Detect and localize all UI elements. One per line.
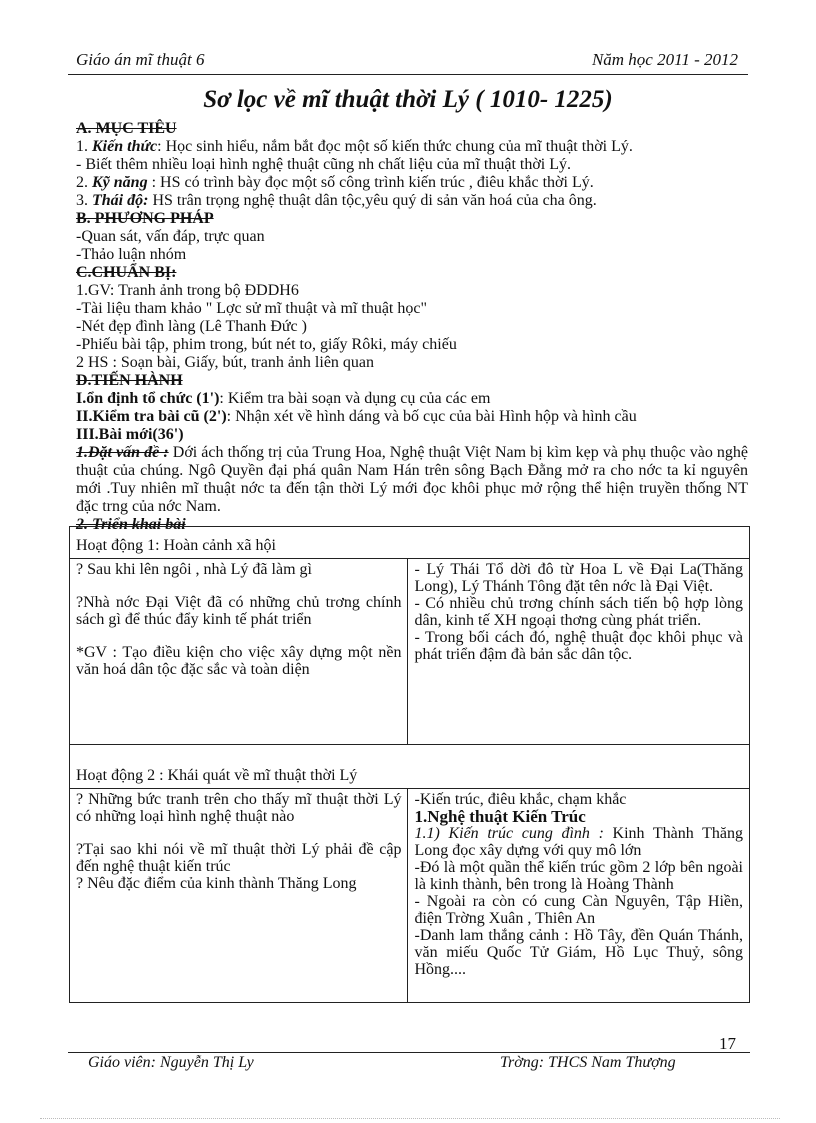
method-1: -Quan sát, vấn đáp, trực quan	[76, 228, 265, 245]
prep-2: -Tài liệu tham khảo " Lợc sử mĩ thuật và mĩ thuật học"	[76, 300, 427, 317]
section-c-heading: C.CHUẨN BỊ:	[76, 264, 177, 281]
header-rule	[68, 74, 748, 75]
step-deploy: 2. Triển khai bài	[76, 516, 186, 533]
footer-teacher: Giáo viên: Nguyễn Thị Ly	[88, 1054, 254, 1071]
prep-3: -Nét đẹp đình làng (Lê Thanh Đức )	[76, 318, 307, 335]
header-subject: Giáo án mĩ thuật 6	[76, 50, 205, 69]
header-school-year: Năm học 2011 - 2012	[591, 50, 738, 69]
bottom-dotted-line	[40, 1118, 780, 1119]
activity-1-title: Hoạt động 1: Hoàn cảnh xã hội	[70, 527, 750, 559]
objective-knowledge: 1. Kiến thức: Học sinh hiểu, nắm bắt đọc một số kiến thức chung của mĩ thuật thời Lý.	[76, 138, 633, 155]
objective-attitude: 3. Thái độ: HS trân trọng nghệ thuật dân tộc,yêu quý di sản văn hoá của cha ông.	[76, 192, 597, 209]
page-number: 17	[719, 1034, 736, 1053]
prep-4: -Phiếu bài tập, phim trong, bút nét to, giấy Rôki, máy chiếu	[76, 336, 457, 353]
activity-1-questions: ? Sau khi lên ngôi , nhà Lý đã làm gì ?Nhà nớc Đại Việt đã có những chủ trơng chính sách gì để thúc đẩy kinh tế phát triển *GV : Tạo điều kiện cho việc xây dựng một nền văn hoá dân tộc đặc sắc và toàn diện	[70, 559, 408, 745]
footer-rule	[68, 1052, 750, 1053]
method-2: -Thảo luận nhóm	[76, 246, 187, 263]
objective-knowledge-extra: - Biết thêm nhiều loại hình nghệ thuật cũng nh chất liệu của mĩ thuật thời Lý.	[76, 156, 572, 173]
step-1: I.ổn định tổ chức (1'): Kiểm tra bài soạn và dụng cụ của các em	[76, 390, 491, 407]
lesson-title: Sơ lọc về mĩ thuật thời Lý ( 1010- 1225)	[203, 86, 613, 113]
activity-2-questions: ? Những bức tranh trên cho thấy mĩ thuật thời Lý có những loại hình nghệ thuật nào ?Tại sao khi nói về mĩ thuật thời Lý phải đề cập đến nghệ thuật kiến trúc ? Nêu đặc điểm của kinh thành Thăng Long	[70, 789, 408, 1003]
lesson-table	[69, 526, 750, 1003]
activity-1-answers: - Lý Thái Tổ dời đô từ Hoa L về Đại La(Thăng Long), Lý Thánh Tông đặt tên nớc là Đại Việt. - Có nhiều chủ trơng chính sách tiến bộ hợp lòng dân, kinh tế XH ngoại thơng cùng phát triển. - Trong bối cách đó, nghệ thuật đọc khôi phục và phát triển đậm đà bản sắc dân tộc.	[408, 559, 750, 745]
objective-skill: 2. Kỹ năng : HS có trình bày đọc một số công trình kiến trúc , điêu khắc thời Lý.	[76, 174, 594, 191]
step-2: II.Kiểm tra bài cũ (2'): Nhận xét về hình dáng và bố cục của bài Hình hộp và hình cầu	[76, 408, 637, 425]
step-3: III.Bài mới(36')	[76, 426, 184, 443]
step-intro: 1.Đặt vấn đề : Dới ách thống trị của Trung Hoa, Nghệ thuật Việt Nam bị kìm kẹp và phụ thuộc vào nghệ thuật của chúng. Ngô Quyền đại phá quân Nam Hán trên sông Bạch Đằng mở ra cho nớc ta kỉ nguyên mới .Tuy nhiên mĩ thuật nớc ta đến tận thời Lý mới đọc khôi phục mở rộng thể hiện truyền thống NT đặc trng của nớc Nam.	[76, 444, 748, 515]
section-b-heading: B. PHƯƠNG PHÁP	[76, 210, 214, 227]
section-a-heading: A. MỤC TIÊU	[76, 120, 177, 137]
activity-2-title: Hoạt động 2 : Khái quát về mĩ thuật thời Lý	[70, 745, 750, 789]
activity-2-answers: -Kiến trúc, điêu khắc, chạm khắc 1.Nghệ thuật Kiến Trúc 1.1) Kiến trúc cung đình : Kinh Thành Thăng Long đọc xây dựng với quy mô lớn -Đó là một quần thể kiến trúc gồm 2 lớp bên ngoài là kinh thành, bên trong là Hoàng Thành - Ngoài ra còn có cung Càn Nguyên, Tập Hiền, điện Trờng Xuân , Thiên An -Danh lam thắng cảnh : Hồ Tây, đền Quán Thánh, văn miếu Quốc Tử Giám, Hồ Lục Thuỷ, sông Hồng....	[408, 789, 750, 1003]
prep-1: 1.GV: Tranh ảnh trong bộ ĐDDH6	[76, 282, 299, 299]
section-d-heading: D.TIẾN HÀNH	[76, 372, 183, 389]
prep-5: 2 HS : Soạn bài, Giấy, bút, tranh ảnh liên quan	[76, 354, 375, 371]
lesson-body	[76, 120, 748, 534]
footer-school: Trờng: THCS Nam Thượng	[500, 1054, 676, 1071]
